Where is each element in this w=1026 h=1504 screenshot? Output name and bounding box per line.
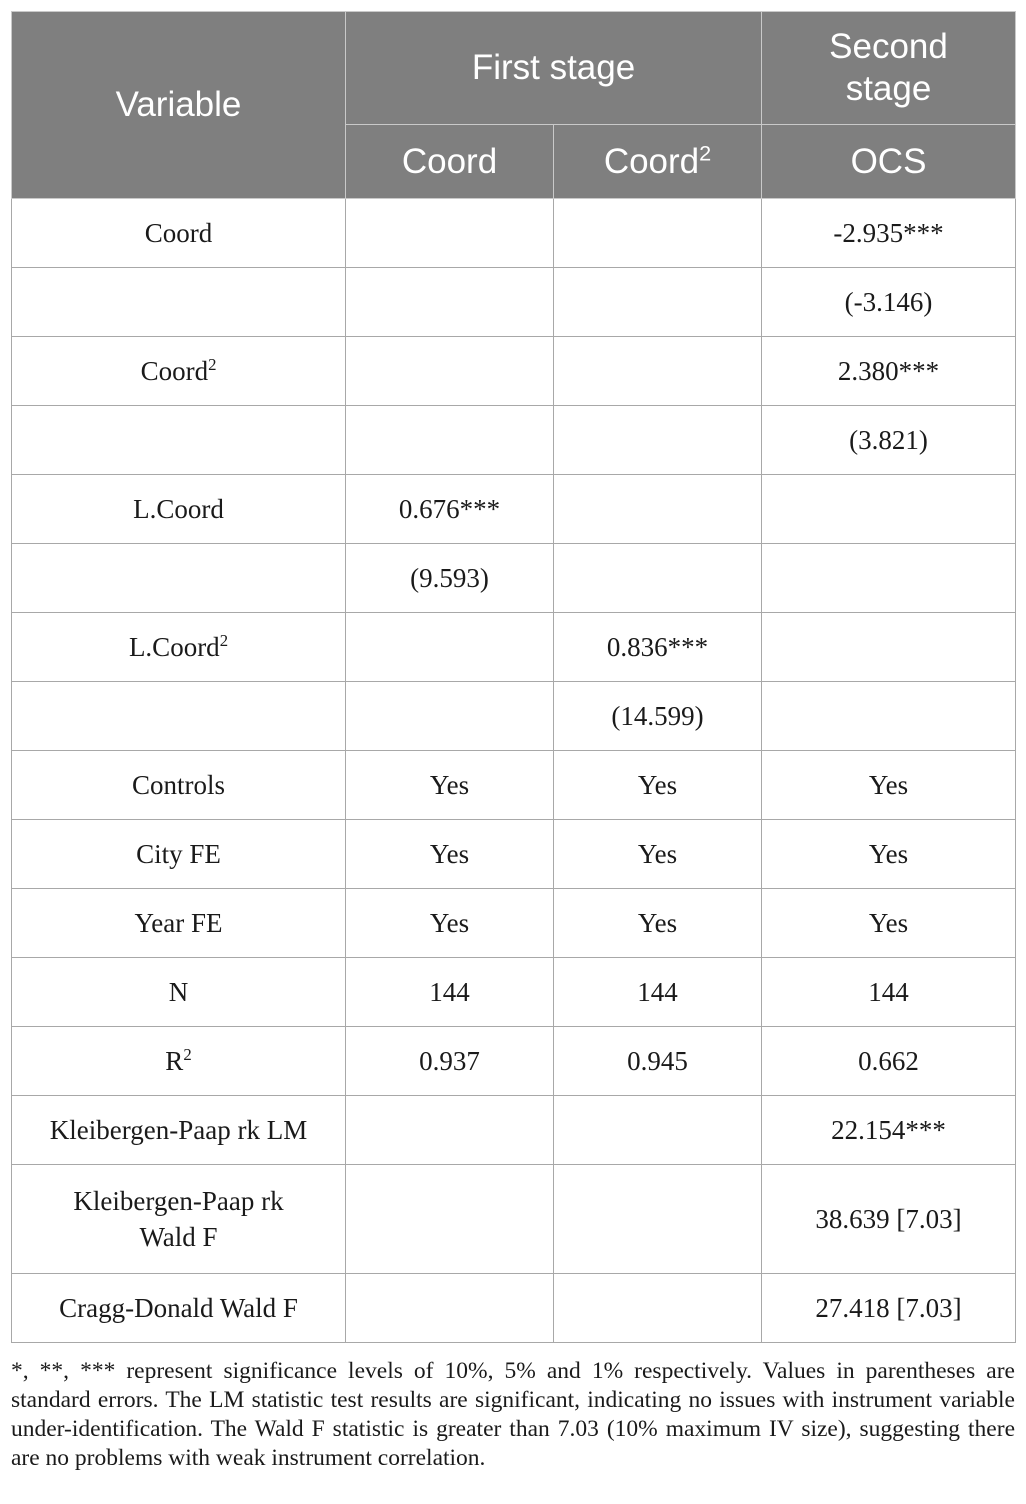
- header-coord-squared: [554, 125, 762, 199]
- cell-c1: [346, 406, 554, 475]
- table-row: [12, 268, 1016, 337]
- cell-c1: [346, 1274, 554, 1343]
- cell-c3: 2.380***: [762, 337, 1016, 406]
- cell-c2: [554, 1096, 762, 1165]
- row-label: [12, 199, 346, 268]
- regression-table: [11, 11, 1016, 1343]
- row-label: [12, 820, 346, 889]
- cell-c2: [554, 1274, 762, 1343]
- table-row: [12, 889, 1016, 958]
- cell-c1: [346, 268, 554, 337]
- cell-c2: Yes: [554, 751, 762, 820]
- row-label-text: Year FE: [134, 908, 223, 938]
- table-header: [12, 12, 1016, 199]
- row-label: [12, 1096, 346, 1165]
- table-body: [12, 199, 1016, 1343]
- header-coord: Coord: [346, 125, 554, 199]
- row-label: [12, 889, 346, 958]
- row-label-superscript: 2: [219, 631, 229, 650]
- row-label-text: Controls: [131, 770, 225, 800]
- cell-c3: 144: [762, 958, 1016, 1027]
- cell-c1: [346, 1165, 554, 1274]
- row-label: [12, 337, 346, 406]
- row-label: [12, 751, 346, 820]
- row-label: [12, 475, 346, 544]
- header-variable: Variable: [12, 12, 346, 199]
- table-row: [12, 199, 1016, 268]
- row-label-text: L.Coord: [133, 494, 224, 524]
- table-footnote: *, **, *** represent significance levels of 10%, 5% and 1% respectively. Values in parentheses are standard errors. The LM statistic test results are significant, indicating no issues with instrument variable under-identification. The Wald F statistic is greater than 7.03 (10% maximum IV size), suggesting there are no problems with weak instrument correlation.: [11, 1358, 1015, 1471]
- row-label-text: Kleibergen-Paap rk Wald F: [73, 1186, 284, 1252]
- cell-c1: (9.593): [346, 544, 554, 613]
- row-label-text: L.Coord: [128, 632, 220, 662]
- cell-c3: Yes: [762, 751, 1016, 820]
- header-coord-squared-base: Coord: [603, 141, 700, 181]
- cell-c3: [762, 682, 1016, 751]
- cell-c2: Yes: [554, 820, 762, 889]
- cell-c1: [346, 613, 554, 682]
- cell-c2: [554, 406, 762, 475]
- cell-c2: 0.945: [554, 1027, 762, 1096]
- header-first-stage: First stage: [346, 12, 762, 125]
- cell-c3: Yes: [762, 820, 1016, 889]
- cell-c3: 38.639 [7.03]: [762, 1165, 1016, 1274]
- row-label-text: Kleibergen-Paap rk LM: [49, 1115, 308, 1145]
- table-row: [12, 544, 1016, 613]
- table-row: [12, 682, 1016, 751]
- table-row: [12, 337, 1016, 406]
- cell-c1: Yes: [346, 751, 554, 820]
- regression-table-container: [11, 11, 1015, 1343]
- cell-c3: Yes: [762, 889, 1016, 958]
- header-coord-squared-sup: 2: [699, 139, 712, 165]
- table-row: [12, 475, 1016, 544]
- row-label-text: Coord: [140, 356, 209, 386]
- row-label: [12, 406, 346, 475]
- row-label-text: N: [168, 977, 189, 1007]
- table-row: [12, 751, 1016, 820]
- cell-c1: 0.937: [346, 1027, 554, 1096]
- cell-c2: 0.836***: [554, 613, 762, 682]
- header-ocs: OCS: [762, 125, 1016, 199]
- table-row: [12, 958, 1016, 1027]
- cell-c1: Yes: [346, 820, 554, 889]
- header-second-stage-text: Second stage: [829, 27, 948, 108]
- cell-c2: [554, 337, 762, 406]
- table-row: [12, 820, 1016, 889]
- cell-c3: (3.821): [762, 406, 1016, 475]
- table-row: [12, 1096, 1016, 1165]
- cell-c1: [346, 199, 554, 268]
- cell-c1: [346, 1096, 554, 1165]
- cell-c3: [762, 475, 1016, 544]
- cell-c2: 144: [554, 958, 762, 1027]
- row-label: [12, 544, 346, 613]
- row-label-superscript: 2: [183, 1045, 192, 1064]
- cell-c1: 0.676***: [346, 475, 554, 544]
- row-label: [12, 1027, 346, 1096]
- row-label-superscript: 2: [208, 355, 217, 374]
- cell-c2: [554, 1165, 762, 1274]
- cell-c2: Yes: [554, 889, 762, 958]
- cell-c3: 0.662: [762, 1027, 1016, 1096]
- table-row: [12, 406, 1016, 475]
- cell-c2: [554, 544, 762, 613]
- cell-c1: 144: [346, 958, 554, 1027]
- cell-c3: 22.154***: [762, 1096, 1016, 1165]
- table-row: [12, 1165, 1016, 1274]
- table-row: [12, 613, 1016, 682]
- row-label-text: Cragg-Donald Wald F: [59, 1293, 298, 1323]
- table-row: [12, 1027, 1016, 1096]
- row-label: [12, 1165, 346, 1274]
- row-label-text: R: [165, 1046, 184, 1076]
- cell-c3: -2.935***: [762, 199, 1016, 268]
- cell-c2: (14.599): [554, 682, 762, 751]
- row-label: [12, 1274, 346, 1343]
- header-second-stage: [762, 12, 1016, 125]
- row-label: [12, 958, 346, 1027]
- cell-c1: [346, 682, 554, 751]
- cell-c2: [554, 199, 762, 268]
- row-label: [12, 682, 346, 751]
- row-label-text: Coord: [144, 218, 213, 248]
- cell-c1: Yes: [346, 889, 554, 958]
- cell-c3: [762, 613, 1016, 682]
- cell-c3: (-3.146): [762, 268, 1016, 337]
- table-row: [12, 1274, 1016, 1343]
- row-label-text: City FE: [136, 839, 221, 869]
- row-label: [12, 268, 346, 337]
- cell-c3: [762, 544, 1016, 613]
- cell-c2: [554, 268, 762, 337]
- cell-c3: 27.418 [7.03]: [762, 1274, 1016, 1343]
- cell-c2: [554, 475, 762, 544]
- cell-c1: [346, 337, 554, 406]
- row-label: [12, 613, 346, 682]
